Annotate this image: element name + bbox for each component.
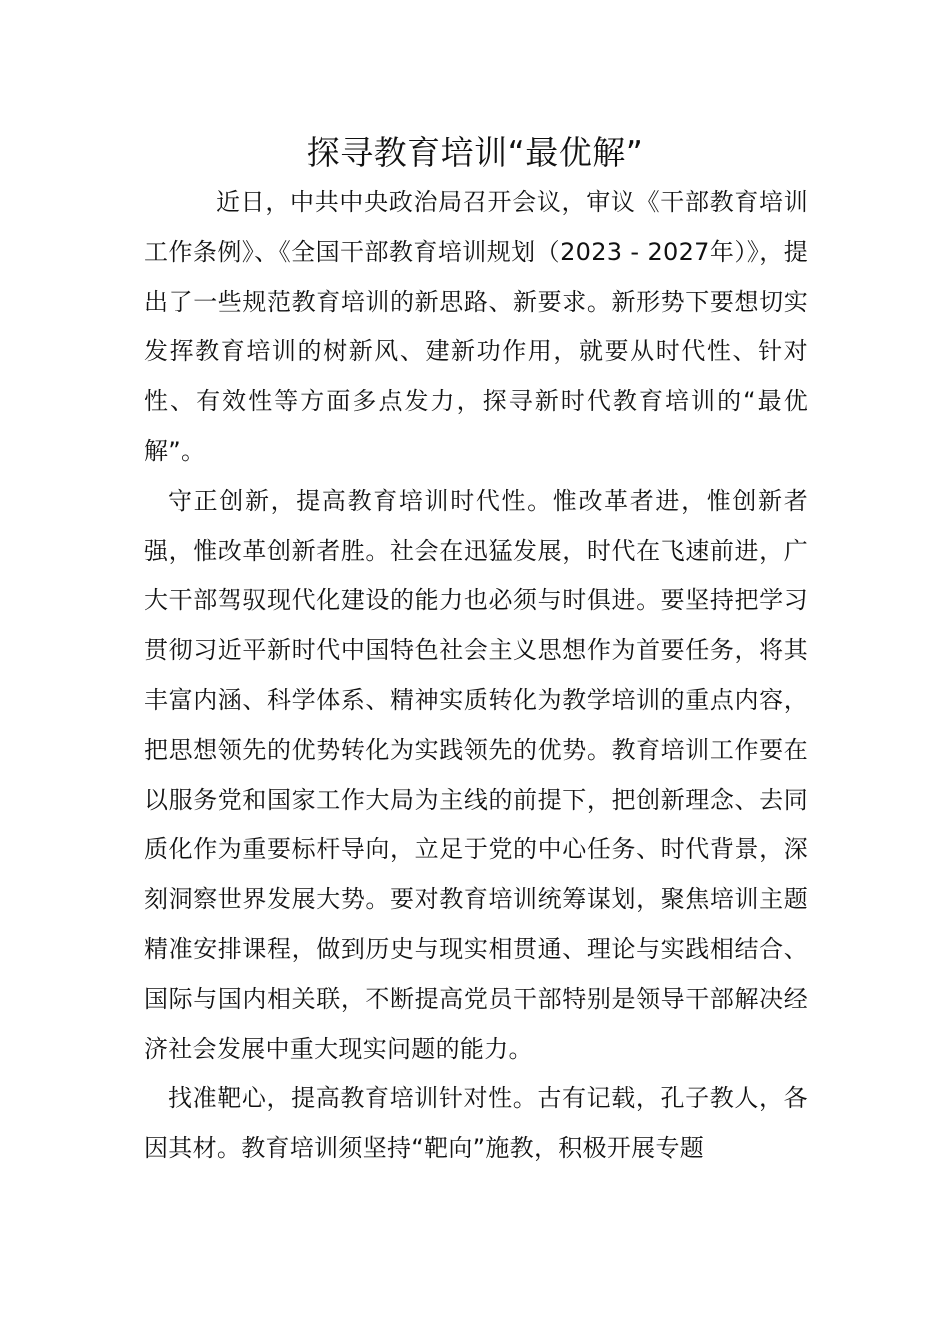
paragraph-innovation: 守正创新，提高教育培训时代性。惟改革者进，惟创新者强，惟改革创新者胜。社会在迅猛发展，时代在飞速前进，广大干部驾驭现代化建设的能力也必须与时俱进。要坚持把学习贯彻习近平新时代中国特色社会主义思想作为首要任务，将其丰富内涵、科学体系、精神实质转化为教学培训的重点内容，把思想领先的优势转化为实践领先的优势。教育培训工作要在以服务党和国家工作大局为主线的前提下，把创新理念、去同质化作为重要标杆导向，立足于党的中心任务、时代背景，深刻洞察世界发展大势。要对教育培训统筹谋划，聚焦培训主题精准安排课程，做到历史与现实相贯通、理论与实践相结合、国际与国内相关联，不断提高党员干部特别是领导干部解决经济社会发展中重大现实问题的能力。 bbox=[144, 486, 808, 1063]
paragraph-intro: 近日，中共中央政治局召开会议，审议《干部教育培训工作条例》、《全国干部教育培训规划（2023 - 2027年）》，提出了一些规范教育培训的新思路、新要求。新形势下要想切实发挥教育培训的树新风、建新功作用，就要从时代性、针对性、有效性等方面多点发力，探寻新时代教育培训的“最优解”。 bbox=[144, 188, 808, 465]
document-title: 探寻教育培训“最优解” bbox=[306, 133, 644, 172]
paragraph-targeting: 找准靶心，提高教育培训针对性。古有记载，孔子教人，各因其材。教育培训须坚持“靶向”施教，积极开展专题 bbox=[144, 1084, 808, 1163]
document-body bbox=[144, 178, 808, 1174]
